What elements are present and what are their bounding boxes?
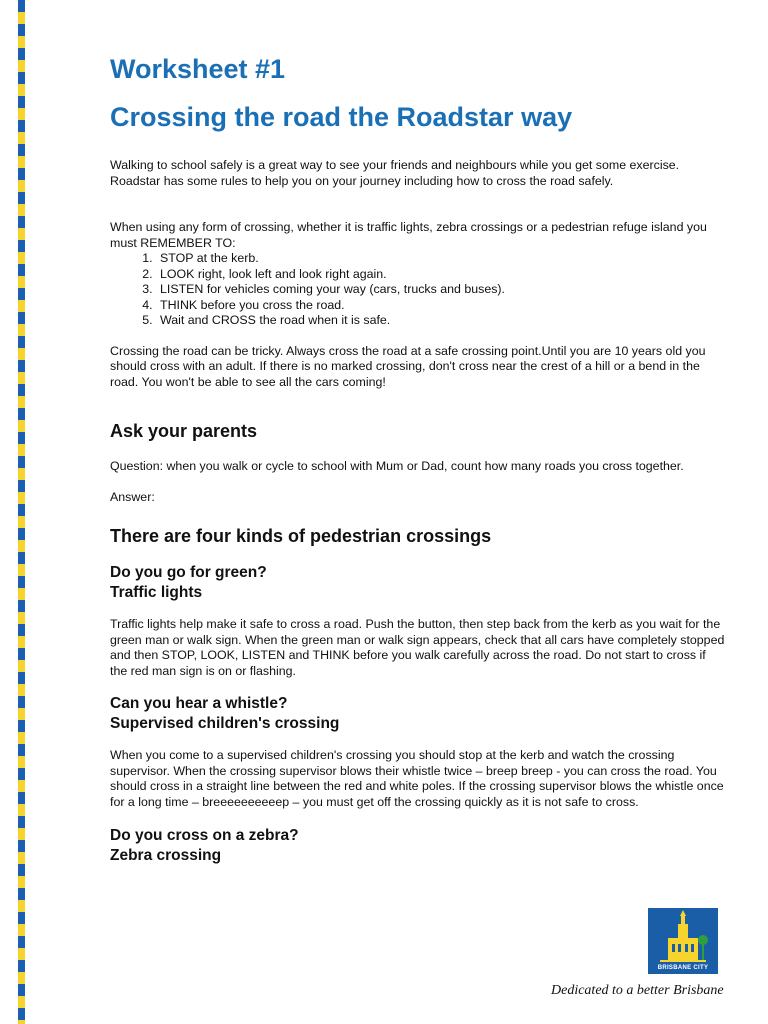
supervised-crossing-heading: Supervised children's crossing [110,715,340,732]
crossing-intro-paragraph: When using any form of crossing, whether it is traffic lights, zebra crossings or a pedestrian refuge island you must REMEMBER TO: [110,220,707,250]
tagline: Dedicated to a better Brisbane [551,983,724,998]
brisbane-city-logo [648,908,718,974]
worksheet-title: Worksheet #1 [110,54,286,84]
list-item: 3. LISTEN for vehicles coming your way (cars, trucks and buses). [156,282,725,298]
traffic-lights-paragraph: Traffic lights help make it safe to cross a road. Push the button, then step back from the kerb as you wait for the green man or walk sign. When the green man or walk sign appears, check that all cars have completely stopped and then STOP, LOOK, LISTEN and THINK before you walk carefully across the road. Do not start to cross if the red man sign is on or flashing. [110,617,725,678]
traffic-lights-heading: Traffic lights [110,584,203,601]
answer-label: Answer: [110,489,155,504]
supervised-crossing-paragraph: When you come to a supervised children's crossing you should stop at the kerb and watch the crossing supervisor. When the crossing supervisor blows their whistle twice – breep breep - you can cross the road. You should cross in a straight line between the red and white poles. If the crossing supervisor blows the whistle once for a long time – breeeeeeeeeep – you must get off the crossing quickly as it is not safe to cross. [110,748,724,809]
logo-text: BRISBANE CITY [657,965,709,971]
question-paragraph: Question: when you walk or cycle to school with Mum or Dad, count how many roads you cross together. [110,459,684,473]
whistle-question: Can you hear a whistle? [110,695,288,712]
ask-parents-heading: Ask your parents [110,421,258,441]
list-item: 4. THINK before you cross the road. [156,298,725,314]
zebra-question: Do you cross on a zebra? [110,827,299,844]
steps-list [110,251,725,329]
intro-paragraph: Walking to school safely is a great way to see your friends and neighbours while you get some exercise. Roadstar has some rules to help you on your journey including how to cross the road safely. [110,158,680,188]
tricky-paragraph: Crossing the road can be tricky. Always cross the road at a safe crossing point.Until you are 10 years old you should cross with an adult. If there is no marked crossing, don't cross near the crest of a hill or a bend in the road. You won't be able to see all the cars coming! [110,343,706,389]
side-stripe [18,0,25,1024]
list-item: 2. LOOK right, look left and look right again. [156,267,725,283]
worksheet-subtitle: Crossing the road the Roadstar way [110,102,573,132]
list-item: 1. STOP at the kerb. [156,251,725,267]
list-item: 5. Wait and CROSS the road when it is safe. [156,313,725,329]
four-kinds-heading: There are four kinds of pedestrian crossings [110,526,492,546]
zebra-crossing-heading: Zebra crossing [110,847,222,864]
green-question: Do you go for green? [110,564,267,581]
worksheet [110,50,725,866]
